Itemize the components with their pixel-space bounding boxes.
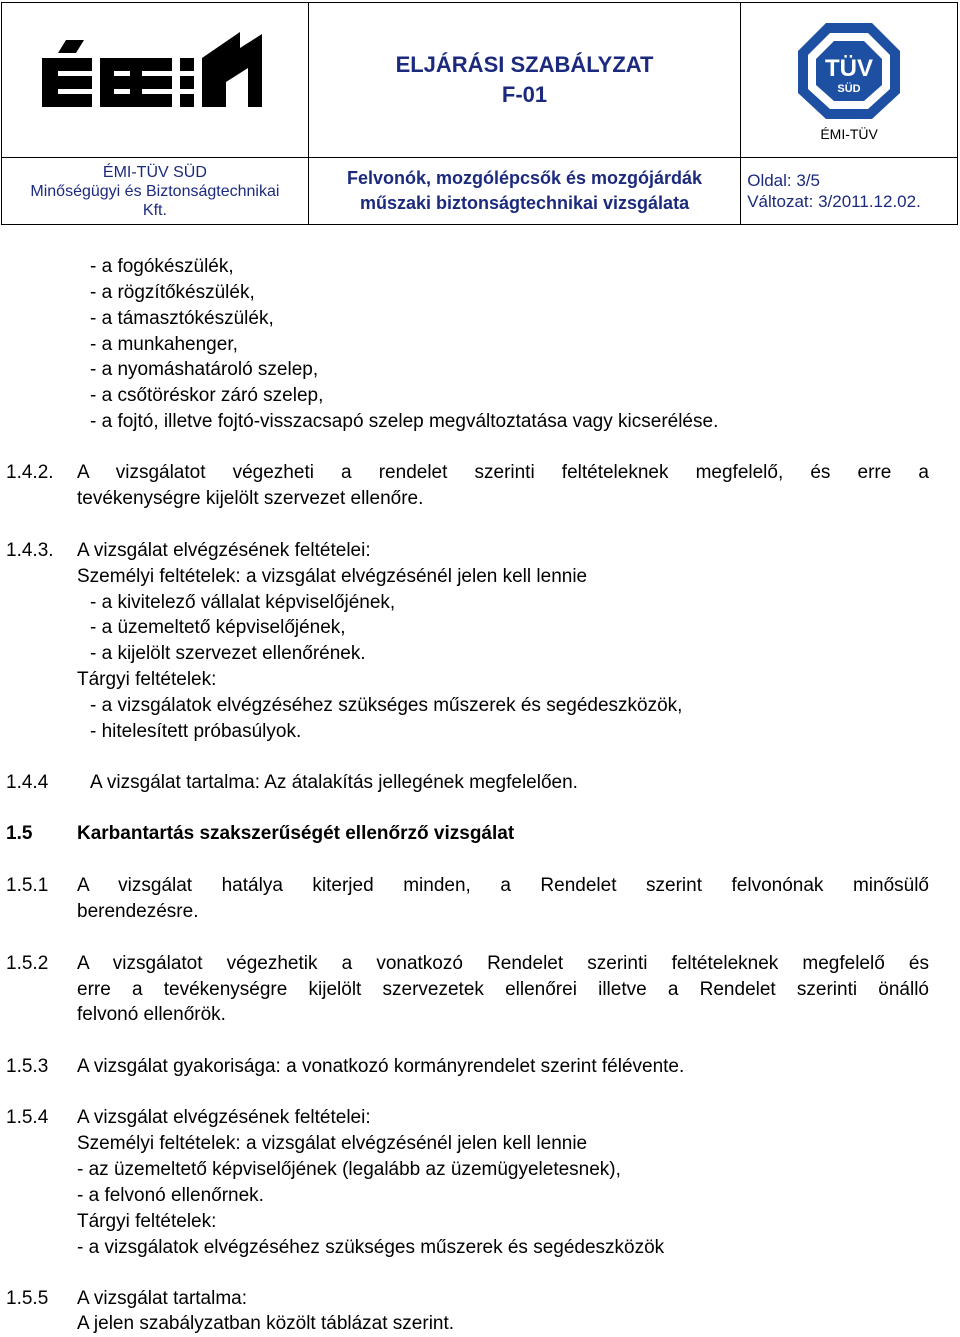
list-item: - a kijelölt szervezet ellenőrének. (90, 643, 366, 664)
list-item: - a rögzítőkészülék, (90, 282, 255, 303)
paragraph-line: A vizsgálat gyakorisága: a vonatkozó kormányrendelet szerint félévente. (77, 1056, 685, 1077)
section-number: 1.5.4 (6, 1107, 49, 1128)
paragraph-line: A vizsgálatot végezheti a rendelet szerinti feltételeknek megfelelő, és erre a (77, 462, 929, 483)
list-item: - a nyomáshatároló szelep, (90, 359, 319, 380)
subject-line1: Felvonók, mozgólépcsők és mozgójárdák (346, 168, 703, 188)
version: Változat: 3/2011.12.02. (747, 192, 921, 211)
emi-logo (40, 28, 270, 128)
paragraph-line: erre a tevékenységre kijelölt szervezetek ellenőrei illetve a Rendelet szerinti önálló (77, 979, 929, 1000)
list-item: - a csőtöréskor záró szelep, (90, 385, 324, 406)
tuv-logo-cell (741, 3, 958, 158)
paragraph-line: tevékenységre kijelölt szervezet ellenőre. (77, 488, 424, 509)
list-item: - a támasztókészülék, (90, 308, 274, 329)
section-number: 1.5.1 (6, 875, 49, 896)
paragraph-line: Tárgyi feltételek: (77, 1211, 217, 1232)
list-item: - a kivitelező vállalat képviselőjének, (90, 592, 396, 613)
paragraph-line: A vizsgálat tartalma: Az átalakítás jellegének megfelelően. (90, 772, 578, 793)
paragraph-line: A vizsgálat elvégzésének feltételei: (77, 540, 371, 561)
paragraph-line: A jelen szabályzatban közölt táblázat szerint. (77, 1313, 455, 1334)
list-item: - hitelesített próbasúlyok. (90, 721, 302, 742)
tuv-logo-label: ÉMI-TÜV (820, 125, 878, 142)
title-cell (308, 3, 740, 158)
section-number: 1.4.3. (6, 540, 54, 561)
page-number: Oldal: 3/5 (747, 171, 820, 190)
organization-cell (2, 158, 309, 225)
document-title: ELJÁRÁSI SZABÁLYZAT (395, 52, 654, 77)
org-name-line3: Kft. (142, 201, 167, 219)
org-name-line2: Minőségügyi és Biztonságtechnikai (30, 182, 280, 200)
section-number: 1.5.3 (6, 1056, 49, 1077)
paragraph-line: A vizsgálat elvégzésének feltételei: (77, 1107, 371, 1128)
list-item: - a üzemeltető képviselőjének, (90, 617, 346, 638)
tuv-logo-text: TÜV (825, 54, 874, 82)
emi-logo-cell (2, 3, 309, 158)
sud-logo-text: SÜD (837, 82, 861, 95)
org-name: ÉMI-TÜV SÜD (102, 163, 207, 181)
section-number: 1.4.4 (6, 772, 49, 793)
list-item: - a felvonó ellenőrnek. (77, 1185, 264, 1206)
paragraph-line: A vizsgálat hatálya kiterjed minden, a Rendelet szerint felvonónak minősülő (77, 875, 929, 896)
section-number: 1.5.2 (6, 953, 49, 974)
paragraph-line: berendezésre. (77, 901, 199, 922)
paragraph-line: Személyi feltételek: a vizsgálat elvégzésénél jelen kell lennie (77, 566, 588, 587)
paragraph-line: Személyi feltételek: a vizsgálat elvégzésénél jelen kell lennie (77, 1133, 588, 1154)
section-heading: Karbantartás szakszerűségét ellenőrző vizsgálat (77, 823, 515, 844)
list-item: - a munkahenger, (90, 334, 238, 355)
section-number: 1.4.2. (6, 462, 54, 483)
paragraph-line: felvonó ellenőrök. (77, 1004, 226, 1025)
section-number: 1.5.5 (6, 1288, 49, 1309)
subject-line2: műszaki biztonságtechnikai vizsgálata (359, 193, 690, 213)
paragraph-line: A vizsgálat tartalma: (77, 1288, 248, 1309)
list-item: - az üzemeltető képviselőjének (legalább az üzemügyeletesnek), (77, 1159, 621, 1180)
list-item: - a fojtó, illetve fojtó-visszacsapó szelep megváltoztatása vagy kicserélése. (90, 411, 719, 432)
list-item: - a vizsgálatok elvégzéséhez szükséges műszerek és segédeszközök (77, 1237, 665, 1258)
section-number: 1.5 (6, 823, 33, 844)
document-header (1, 2, 958, 225)
paragraph-line: Tárgyi feltételek: (77, 669, 217, 690)
list-item: - a vizsgálatok elvégzéséhez szükséges műszerek és segédeszközök, (90, 695, 683, 716)
paragraph-line: A vizsgálatot végezhetik a vonatkozó Rendelet szerinti feltételeknek megfelelő és (77, 953, 929, 974)
page-info-cell (741, 158, 958, 225)
tuv-logo (794, 19, 904, 119)
list-item: - a fogókészülék, (90, 256, 234, 277)
document-code: F-01 (501, 82, 548, 107)
subject-cell (308, 158, 740, 225)
